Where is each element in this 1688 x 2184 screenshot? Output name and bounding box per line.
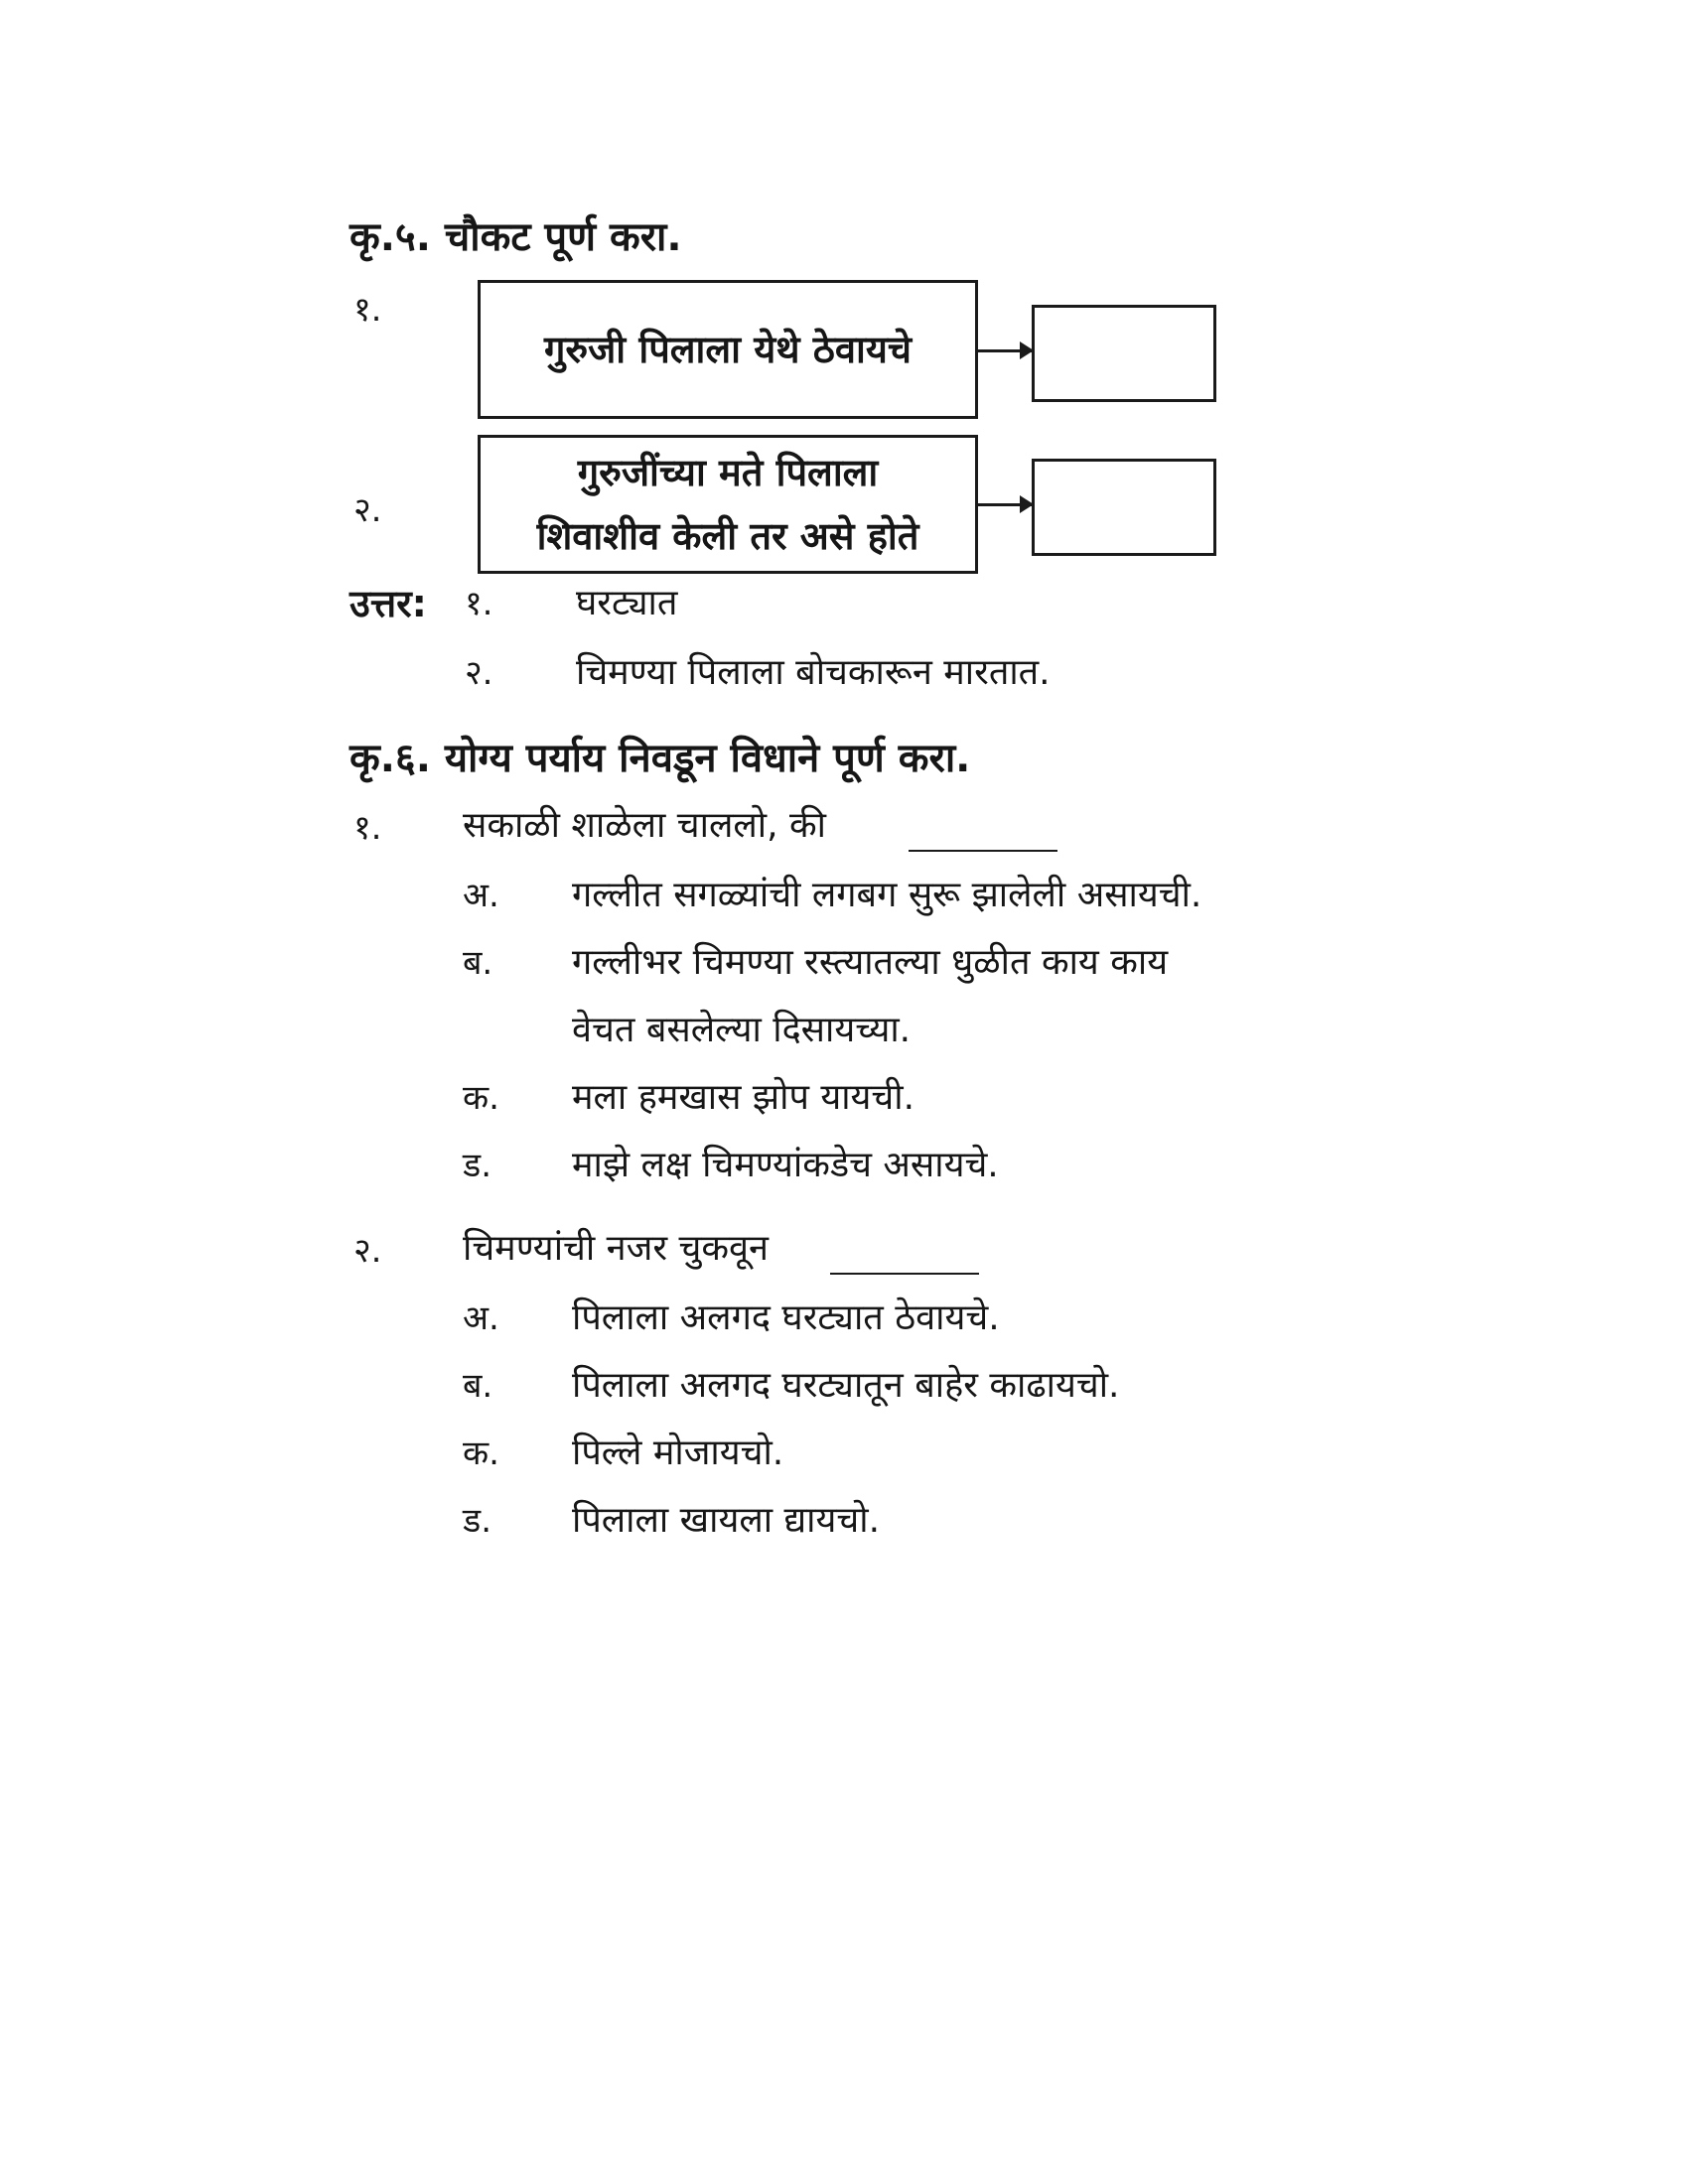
q6-q1-option-c-text: मला हमखास झोप यायची.: [572, 1077, 915, 1118]
q5-item-2-box: [478, 435, 978, 574]
q5-item-2-box-line1: गुरुजींच्या मते पिलाला: [577, 451, 879, 494]
q5-item-1-number: १.: [353, 290, 382, 330]
q6-q2-option-d-letter: ड.: [463, 1501, 492, 1541]
q6-q1-option-d-letter: ड.: [463, 1146, 492, 1185]
q6-q1-option-c-letter: क.: [463, 1078, 499, 1118]
q5-item-1-box-text: गुरुजी पिलाला येथे ठेवायचे: [543, 328, 913, 371]
q6-q1-option-a-letter: अ.: [463, 876, 499, 915]
q5-item-1-box: [478, 280, 978, 419]
q5-item-2-number: २.: [353, 490, 382, 530]
q5-item-2-arrow: [978, 503, 1032, 506]
q6-q2-option-b-text: पिलाला अलगद घरट्यातून बाहेर काढायचो.: [572, 1365, 1120, 1406]
q5-answer-2-number: २.: [465, 653, 493, 693]
q5-item-1-answer-box[interactable]: [1032, 305, 1216, 402]
q6-q2-option-b-letter: ब.: [463, 1366, 493, 1406]
q6-q2-option-a-letter: अ.: [463, 1298, 499, 1338]
q6-q1-option-b-line1: गल्लीभर चिमण्या रस्त्यातल्या धुळीत काय काय: [572, 942, 1169, 983]
q6-q1-option-b-line2: वेचत बसलेल्या दिसायच्या.: [572, 1010, 912, 1050]
q5-item-1-arrow: [978, 349, 1032, 352]
q5-answer-2-text: चिमण्या पिलाला बोचकारून मारतात.: [576, 652, 1051, 693]
q5-heading: कृ.५. चौकट पूर्ण करा.: [350, 214, 682, 260]
q6-question-2-number: २.: [353, 1231, 382, 1271]
q6-q1-option-b-letter: ब.: [463, 943, 493, 983]
q6-q2-option-d-text: पिलाला खायला द्यायचो.: [572, 1500, 881, 1541]
q6-question-1-number: १.: [353, 808, 382, 848]
q6-heading: कृ.६. योग्य पर्याय निवडून विधाने पूर्ण करा.: [350, 736, 971, 781]
q5-answer-label: उत्तर:: [350, 582, 427, 625]
q5-answer-1-number: १.: [465, 584, 493, 623]
q6-q2-option-c-letter: क.: [463, 1433, 499, 1473]
q6-question-2-stem: चिमण्यांची नजर चुकवून: [463, 1228, 770, 1269]
q5-item-2-answer-box[interactable]: [1032, 459, 1216, 556]
q5-item-2-box-line2: शिवाशीव केली तर असे होते: [536, 514, 919, 558]
q6-question-2-blank[interactable]: [830, 1273, 979, 1275]
q6-q1-option-d-text: माझे लक्ष चिमण्यांकडेच असायचे.: [572, 1145, 999, 1185]
q6-q1-option-a-text: गल्लीत सगळ्यांची लगबग सुरू झालेली असायची.: [572, 875, 1202, 915]
q5-answer-1-text: घरट्यात: [576, 583, 678, 623]
q6-question-1-stem: सकाळी शाळेला चाललो, की: [463, 805, 826, 846]
q6-q2-option-a-text: पिलाला अलगद घरट्यात ठेवायचे.: [572, 1297, 1000, 1338]
q6-question-1-blank[interactable]: [909, 850, 1057, 852]
q6-q2-option-c-text: पिल्ले मोजायचो.: [572, 1433, 784, 1473]
